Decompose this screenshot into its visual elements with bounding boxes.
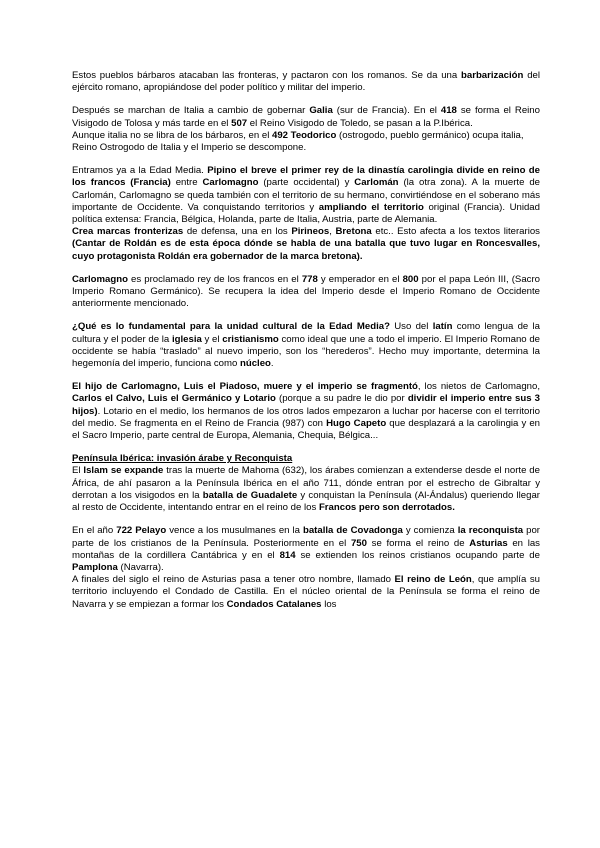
paragraph-p5 (72, 226, 540, 263)
bold-text: Crea marcas fronterizas (72, 226, 184, 238)
text-run: Uso del (389, 321, 433, 333)
text-run: Estos pueblos bárbaros atacaban las fronteras, y pactaron con los romanos. Se da una (72, 70, 462, 81)
text-run: por el papa León III, (Sacro Imperio Romano Germánico). Se recupera la idea del Imperio desde el Imperio Romano de Occidente anteriormente mencionado. (72, 273, 540, 310)
text-run: del ejército romano, apropiándose del poder político y militar del imperio. (72, 70, 540, 94)
bold-text: 778 (301, 273, 318, 285)
bold-text: Pirineos (291, 226, 330, 238)
bold-text: Islam se expande (83, 465, 164, 477)
text-run: el Reino Visigodo de Toledo, se pasan a la P.Ibérica. (247, 117, 473, 129)
paragraph-p10 (72, 525, 540, 574)
bold-text: Galia (309, 105, 333, 117)
text-run: entre (170, 177, 203, 189)
bold-text: Hugo Capeto (326, 417, 387, 429)
bold-text: Francos pero son derrotados. (318, 502, 455, 514)
bold-text: 750 (350, 537, 367, 549)
bold-text: iglesia (171, 333, 202, 345)
text-run: . (270, 358, 274, 370)
document-body (72, 70, 540, 611)
bold-text: Asturias (469, 537, 508, 549)
bold-text: 814 (279, 549, 296, 561)
bold-text: Carlomagno (72, 273, 128, 285)
paragraph-p1 (72, 70, 540, 94)
text-run: (porque a su padre le dio por (275, 393, 408, 405)
text-run: original (Francia). Unidad política extensa: Francia, Bélgica, Holanda, parte de Italia, Austria, parte de Alemania. (72, 201, 540, 226)
bold-text: El reino de León (394, 574, 472, 586)
text-run: se forma el Reino Visigodo de Tolosa y más tarde en el (72, 105, 540, 129)
bold-text: núcleo (240, 358, 271, 370)
bold-text: 418 (440, 105, 457, 117)
bold-text: El hijo de Carlomagno, Luis el Piadoso, muere y el imperio se fragmentó (72, 381, 418, 393)
text-run: En el año (72, 525, 117, 537)
paragraph-p7 (72, 321, 540, 370)
bold-text: Carlomagno (202, 177, 259, 189)
text-run: (ostrogodo, pueblo germánico) ocupa italia, Reino Ostrogodo de Italia y el Imperio se descompone. (72, 129, 524, 154)
bold-text: 507 (231, 117, 248, 129)
text-run: es proclamado rey de los francos en el (127, 273, 302, 285)
text-run: El (72, 465, 84, 477)
paragraph-p8 (72, 381, 540, 442)
bold-text: dividir el imperio entre sus 3 hijos) (72, 393, 540, 417)
bold-text: ampliando el territorio (318, 201, 424, 213)
text-run: (sur de Francia). En el (332, 105, 441, 117)
bold-text: la reconquista (457, 525, 524, 537)
bold-text: (Cantar de Roldán es de esta época dónde se habla de una batalla que tuvo lugar en Roncesvalles, cuyo protagonista Roldán era gobernador de la marca bretona). (72, 238, 540, 262)
text-run: (la otra zona). A la muerte de Carlomán, Carlomagno se queda también con el territorio de su hermano, convirtiéndose en el soberano más importante de Occidente. Va conquistando territorios y (72, 177, 540, 213)
text-run: Después se marchan de Italia a cambio de gobernar (72, 105, 310, 117)
paragraph-p2 (72, 105, 540, 129)
text-run: y el (201, 333, 223, 345)
bold-text: ¿Qué es lo fundamental para la unidad cultural de la Edad Media? (72, 321, 390, 333)
text-run: como lengua de la cultura y el poder de la (72, 321, 540, 345)
text-run: , (329, 226, 336, 238)
bold-text: cristianismo (222, 333, 279, 345)
text-run: que desplazará a la carolingia y en el Sacro Imperio, parte central de Europa, Alemania, Chequia, Bélgica... (72, 417, 541, 442)
text-run: se extienden los reinos cristianos ocupando parte de (295, 549, 540, 561)
text-run: (Navarra). (117, 561, 164, 573)
bold-text: batalla de Guadalete (202, 489, 298, 501)
bold-text: barbarización (461, 70, 524, 81)
bold-text: Pamplona (72, 561, 118, 573)
bold-text: 492 Teodorico (272, 129, 337, 141)
bold-text: batalla de Covadonga (302, 525, 403, 537)
text-run: Entramos ya a la Edad Media. (72, 165, 208, 177)
paragraph-p4 (72, 165, 540, 226)
text-run: A finales del siglo el reino de Asturias pasa a tener otro nombre, llamado (72, 574, 395, 586)
text-run: tras la muerte de Mahoma (632), los árabes comienzan a extenderse desde el norte de África, de ahí pasaron a la Península Ibérica en el año 711, dónde entran por el estrecho de Gibraltar y derrotan a los visigodos en la (72, 465, 540, 501)
bold-text: Carlomán (354, 177, 399, 189)
bold-text: Condados Catalanes (226, 598, 322, 610)
text-run: como ideal que une a todo el imperio. El Imperio Romano de occidente se había “traslado” al nuevo imperio, son los “herederos”. Hecho muy importante, determina la hegemonía del imperio, funciona como (72, 333, 541, 370)
bold-text: latín (432, 321, 453, 333)
text-run: de defensa, una en los (183, 226, 292, 238)
bold-text: Bretona (335, 226, 372, 238)
text-run: por parte de los cristianos de la Península. Posteriormente en el (72, 525, 540, 549)
bold-text: 800 (402, 273, 419, 285)
section-heading: Península Ibérica: invasión árabe y Reconquista (72, 453, 293, 465)
paragraph-p11 (72, 574, 540, 611)
text-run: y comienza (402, 525, 458, 537)
text-run: y emperador en el (317, 273, 403, 285)
text-run: vence a los musulmanes en la (166, 525, 303, 537)
bold-text: 722 Pelayo (116, 525, 167, 537)
text-run: los (321, 598, 337, 610)
text-run: (parte occidental) y (258, 177, 355, 189)
text-run: Aunque italia no se libra de los bárbaros, en el (72, 129, 272, 141)
bold-text: Pipino el breve el primer rey de la dinastía carolingia divide en reino de los francos (Francia) (72, 165, 541, 189)
paragraph-p3 (72, 130, 540, 154)
text-run: etc.. Esto afecta a los textos literarios (371, 226, 540, 238)
text-run: se forma el reino de (366, 537, 470, 549)
paragraph-p6 (72, 274, 540, 311)
text-run: . Lotario en el medio, los hermanos de los otros lados empezaron a luchar por hacerse con el territorio del medio. Se fragmenta en el Reino de Francia (987) con (72, 405, 540, 429)
text-run: y conquistan la Península (Al-Ándalus) queriendo llegar al resto de Occidente, intentando entrar en el reino de los (72, 489, 540, 514)
text-run: en las montañas de la cordillera Cantábrica y en el (72, 537, 540, 561)
text-run: , los nietos de Carlomagno, (417, 381, 540, 393)
paragraph-p9 (72, 465, 540, 514)
text-run: , que amplía su territorio incluyendo el Condado de Castilla. En el núcleo oriental de la Península se forma el reino de Navarra y se empiezan a formar los (72, 574, 540, 610)
bold-text: Carlos el Calvo, Luis el Germánico y Lotario (72, 393, 276, 405)
